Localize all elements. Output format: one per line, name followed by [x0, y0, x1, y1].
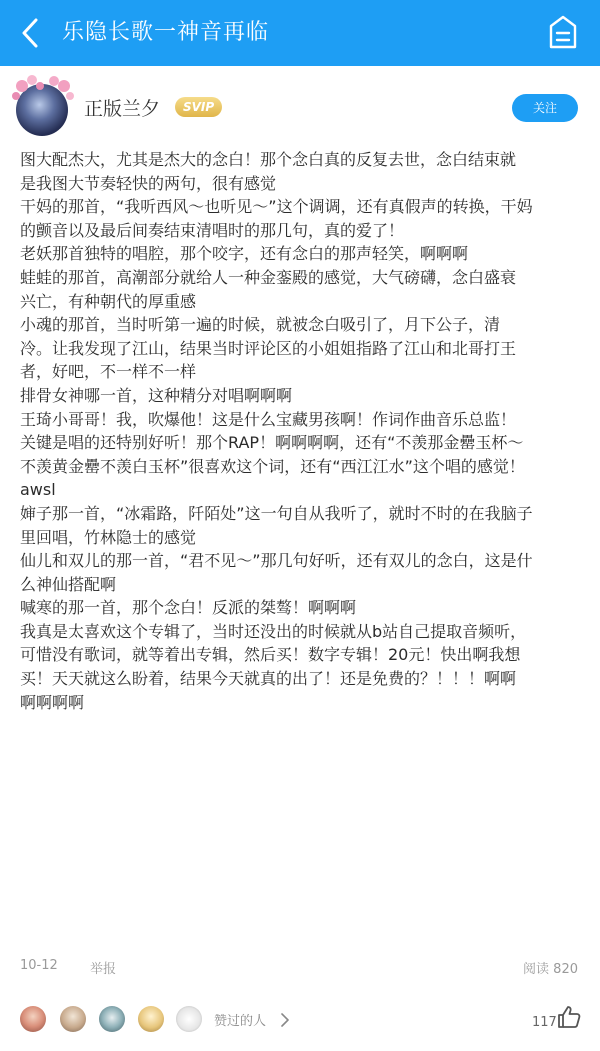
author-row	[0, 66, 600, 152]
post-date: 10-12	[20, 958, 58, 973]
content-line: 的颤音以及最后间奏结束清唱时的那几句，真的爱了！	[20, 220, 405, 240]
like-count: 117	[532, 1015, 557, 1030]
read-count: 阅读 820	[523, 962, 578, 977]
content-line: 婶子那一首，“冰霜路，阡陌处”这一句自从我听了，就时不时的在我脑子	[20, 503, 533, 523]
content-line: 仙儿和双儿的那一首，“君不见～”那几句好听，还有双儿的念白，这是什	[20, 551, 533, 571]
liker-avatar[interactable]	[138, 1006, 164, 1032]
content-line: 是我图大节奏轻快的两句，很有感觉	[20, 173, 277, 193]
author-name[interactable]: 正版兰夕	[84, 98, 161, 120]
content-line: 排骨女神哪一首，这种精分对唱啊啊啊	[20, 385, 293, 405]
content-line: 我真是太喜欢这个专辑了，当时还没出的时候就从b站自己提取音频听，	[20, 621, 527, 641]
content-line: 喊寒的那一首，那个念白！反派的桀骜！啊啊啊	[20, 598, 357, 618]
content-line: 啊啊啊啊	[20, 692, 85, 712]
content-line: 王琦小哥哥！我，吹爆他！这是什么宝藏男孩啊！作词作曲音乐总监！	[20, 409, 517, 429]
content-line: 不羡黄金罍不羡白玉杯”很喜欢这个词，还有“西江江水”这个唱的感觉！	[20, 456, 525, 476]
content-line: 冷。让我发现了江山，结果当时评论区的小姐姐指路了江山和北哥打王	[20, 338, 517, 358]
top-navigation-bar	[0, 0, 600, 66]
author-avatar[interactable]	[10, 72, 76, 138]
content-line: 者，好吧，不一样不一样	[20, 362, 197, 382]
page-title: 乐隐长歌一神音再临	[62, 20, 270, 45]
liker-avatar[interactable]	[20, 1006, 46, 1032]
post-meta	[20, 958, 580, 978]
content-line: 小魂的那首，当时听第一遍的时候，就被念白吸引了，月下公子，清	[20, 315, 501, 335]
share-button[interactable]	[546, 14, 580, 50]
likers-label[interactable]: 赞过的人	[214, 1014, 267, 1029]
content-line: 里回唱，竹林隐士的感觉	[20, 527, 197, 547]
content-line: 蛙蛙的那首，高潮部分就给人一种金銮殿的感觉，大气磅礴，念白盛衰	[20, 267, 517, 287]
liker-avatar[interactable]	[99, 1006, 125, 1032]
content-line: 可惜没有歌词，就等着出专辑，然后买！数字专辑！20元！快出啊我想	[20, 645, 521, 665]
likes-bar	[0, 996, 600, 1046]
flower-frame-icon	[10, 72, 76, 112]
back-arrow-icon	[14, 16, 48, 50]
content-line: awsl	[20, 480, 56, 500]
content-line: 老妖那首独特的唱腔，那个咬字，还有念白的那声轻笑，啊啊啊	[20, 244, 469, 264]
content-line: 干妈的那首，“我听西风～也听见～”这个调调，还有真假声的转换，干妈	[20, 197, 533, 217]
content-line: 买！天天就这么盼着，结果今天就真的出了！还是免费的？！！！啊啊	[20, 669, 517, 689]
content-line: 么神仙搭配啊	[20, 574, 117, 594]
liker-avatar[interactable]	[60, 1006, 86, 1032]
follow-button[interactable]: 关注	[512, 94, 578, 122]
svip-badge: SVIP	[175, 97, 222, 117]
content-line: 关键是唱的还特别好听！那个RAP！啊啊啊啊，还有“不羡那金罍玉杯～	[20, 433, 524, 453]
share-icon	[546, 14, 580, 50]
liker-avatar[interactable]	[176, 1006, 202, 1032]
post-content	[20, 148, 585, 714]
chevron-right-icon[interactable]	[278, 1011, 292, 1029]
content-line: 图大配杰大，尤其是杰大的念白！那个念白真的反复去世，念白结束就	[20, 150, 517, 169]
thumbs-up-icon[interactable]	[556, 1004, 582, 1030]
report-link[interactable]: 举报	[90, 962, 117, 977]
back-button[interactable]	[14, 16, 48, 50]
content-line: 兴亡，有种朝代的厚重感	[20, 291, 197, 311]
